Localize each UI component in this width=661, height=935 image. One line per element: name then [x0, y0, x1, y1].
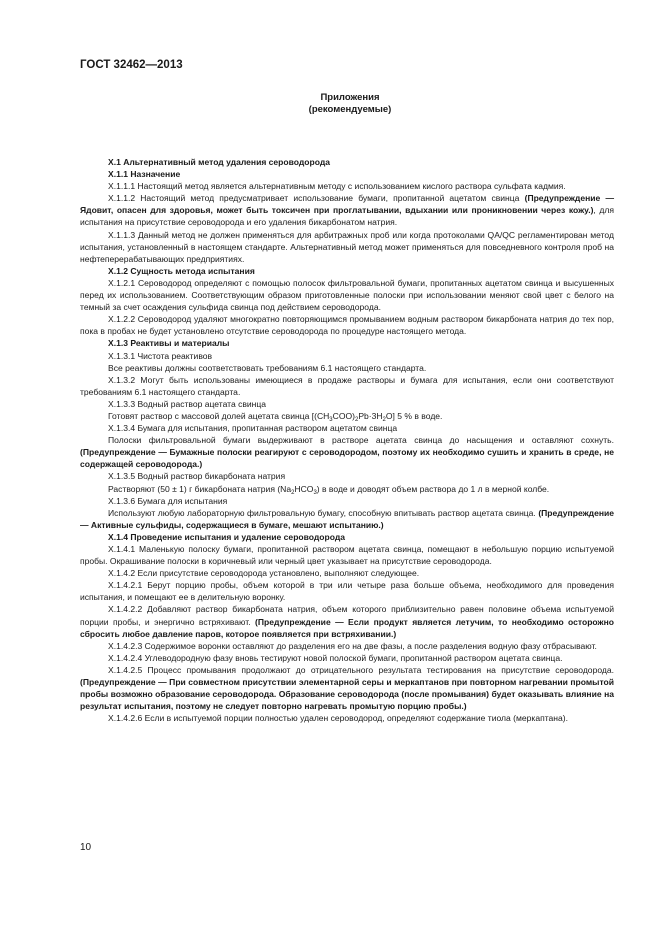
paragraph-x133 [80, 410, 614, 422]
formula-sub-2: 2 [354, 416, 359, 423]
paragraph-x136-text: Используют любую лабораторную фильтровальную бумагу, способную впитывать раствор ацетата свинца. [108, 507, 539, 518]
paragraph-x1426: X.1.4.2.6 Если в испытуемой порции полностью удален сероводород, определяют содержание тиола (меркаптана). [108, 713, 568, 724]
document-body [80, 156, 614, 724]
paragraph-x134 [80, 434, 614, 470]
subheading-x135: X.1.3.5 Водный раствор бикарбоната натрия [108, 471, 286, 482]
paragraph-x1425-text: X.1.4.2.5 Процесс промывания продолжают до отрицательного результата тестирования на присутствие сероводорода. [108, 664, 614, 675]
paragraph-x132: X.1.3.2 Могут быть использованы имеющиеся в продаже растворы и бумага для испытания, если они соответствуют требованиям 6.1 настоящего стандарта. [80, 374, 614, 397]
formula-sub-1: 3 [329, 416, 333, 423]
paragraph-x135-a: Растворяют (50 ± 1) г бикарбоната натрия (Na [108, 483, 292, 494]
paragraph-x122: X.1.2.2 Сероводород удаляют многократно повторяющимся промыванием водным раствором бикарбоната натрия до тех пор, пока в пробах не будет установлено отсутствие сероводорода по процедуре настоящего метода. [80, 314, 614, 337]
warning-x136: (Предупреждение — Активные сульфиды, содержащиеся в бумаге, мешают испытанию.) [80, 507, 614, 530]
formula-na-sub: 2 [291, 489, 295, 496]
paragraph-x134-text: Полоски фильтровальной бумаги выдерживают в растворе ацетата свинца до насыщения и оставляют сохнуть. [108, 435, 614, 446]
formula-part-a: Готовят раствор с массовой долей ацетата свинца [(CH [108, 410, 330, 421]
paragraph-x113: X.1.1.3 Данный метод не должен применяться для арбитражных проб или когда протоколами QA/QC регламентирован метод испытания, установленный в настоящем стандарте. Альтернативный метод может применяться для повседневного контроля проб на нефтеперерабатывающих предприятиях. [80, 229, 614, 264]
paragraph-x121: X.1.2.1 Сероводород определяют с помощью полосок фильтровальной бумаги, пропитанных ацетатом свинца и высушенных перед их использованием. Соответствующим образом приготовленные полоски при использовании меняют свой цвет с белого на темный за счет осаждения сульфида свинца под действием сероводорода. [80, 277, 614, 313]
paragraph-x136 [80, 507, 614, 531]
section-heading-x11: X.1.1 Назначение [108, 169, 181, 180]
paragraph-x131: Все реактивы должны соответствовать требованиям 6.1 настоящего стандарта. [108, 362, 427, 373]
paragraph-x142: X.1.4.2 Если присутствие сероводорода установлено, выполняют следующее. [108, 568, 420, 579]
paragraph-x1422-text: X.1.4.2.2 Добавляют раствор бикарбоната натрия, объем которого приблизительно равен половине объема испытуемой порции пробы, и энергично встряхивают. [80, 604, 614, 627]
formula-part-d: O] 5 % в воде. [385, 410, 443, 421]
section-heading-x14: X.1.4 Проведение испытания и удаление сероводорода [108, 531, 346, 542]
paragraph-x112 [80, 192, 614, 228]
section-heading-x1: X.1 Альтернативный метод удаления сероводорода [108, 157, 331, 167]
subheading-x131: X.1.3.1 Чистота реактивов [108, 350, 213, 361]
section-heading-x12: X.1.2 Сущность метода испытания [108, 265, 255, 276]
paragraph-x135-b: HCO [294, 483, 314, 494]
paragraph-x1424: X.1.4.2.4 Углеводородную фазу вновь тестируют новой полоской бумаги, пропитанной раствором ацетата свинца. [108, 652, 563, 663]
formula-part-c: Pb·3H [358, 410, 383, 421]
subheading-x133: X.1.3.3 Водный раствор ацетата свинца [108, 398, 267, 409]
formula-sub-3: 2 [382, 416, 386, 423]
page-number: 10 [80, 842, 92, 853]
paragraph-x141: X.1.4.1 Маленькую полоску бумаги, пропитанной раствором ацетата свинца, помещают в небольшую порцию испытуемой пробы. Окрашивание полоски в коричневый или черный цвет указывает на присутствие сероводорода. [80, 544, 614, 567]
section-heading-x13: X.1.3 Реактивы и материалы [108, 338, 230, 349]
paragraph-x1425 [80, 664, 614, 712]
paragraph-x111: X.1.1.1 Настоящий метод является альтернативным методу с использованием кислого раствора сульфата кадмия. [108, 181, 566, 192]
warning-x1425: (Предупреждение — При совместном присутствии элементарной серы и меркаптанов при повторном нагревании промытой пробы возможно образование сероводорода. Образование сероводорода (после промывания) будет оказывать влияние на результат испытания, поэтому не следует повторно нагревать промытую порцию пробы.) [80, 677, 614, 712]
warning-x1422: (Предупреждение — Если продукт является летучим, то необходимо осторожно сбросить любое давление паров, которое появляется при встряхивании.) [80, 616, 614, 639]
standard-code-header: ГОСТ 32462—2013 [80, 59, 183, 71]
subheading-x134: X.1.3.4 Бумага для испытания, пропитанная раствором ацетатом свинца [108, 423, 398, 434]
paragraph-x135-c: ) в воде и доводят объем раствора до 1 л в мерной колбе. [316, 483, 550, 494]
paragraph-x1422 [80, 603, 614, 639]
paragraph-x1421: X.1.4.2.1 Берут порцию пробы, объем которой в три или четыре раза больше объема, необходимого для проведения испытания, и помещают ее в делительную воронку. [80, 580, 614, 603]
warning-x112: (Предупреждение — Ядовит, опасен для здоровья, может быть токсичен при проглатывании, вдыхании или проникновении через кожу.) [80, 193, 614, 216]
paragraph-x1423: X.1.4.2.3 Содержимое воронки оставляют до разделения его на две фазы, а после разделения водную фазу отбрасывают. [108, 640, 597, 651]
warning-x134: (Предупреждение — Бумажные полоски реагируют с сероводородом, поэтому их необходимо сушить и хранить в среде, не содержащей сероводорода.) [80, 447, 614, 470]
subheading-x136: X.1.3.6 Бумага для испытания [108, 495, 228, 506]
appendix-title: Приложения [320, 92, 380, 103]
formula-co-sub: 3 [313, 489, 317, 496]
appendix-subtitle: (рекомендуемые) [308, 104, 392, 115]
formula-part-b: COO) [332, 410, 355, 421]
appendix-title-block [250, 92, 450, 116]
paragraph-x112-tail: , для испытания на присутствие сероводорода и его удаления бикарбонатом натрия. [80, 205, 615, 228]
paragraph-x135 [80, 483, 614, 495]
paragraph-x112-text: X.1.1.2 Настоящий метод предусматривает использование бумаги, пропитанной ацетатом свинца [108, 193, 525, 204]
